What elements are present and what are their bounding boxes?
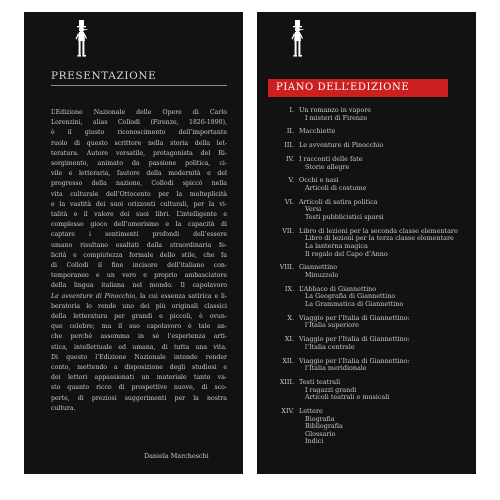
- pinocchio-silhouette-logo: [74, 20, 90, 60]
- book-title: Le avventure di Pinocchio: [51, 292, 136, 300]
- volume-number: XI.: [284, 335, 294, 344]
- volume-subtitle: Glossario: [305, 429, 336, 438]
- paragraph-line: que celebre; ma il suo capolavoro è tale an-: [51, 323, 227, 331]
- volume-titles: [299, 142, 476, 150]
- volume-number: XIV.: [281, 407, 294, 415]
- paragraph-line: temporaneo e un vero e proprio ambasciatore: [51, 272, 227, 280]
- paragraph-line: della lingua italiana nel mondo. Il capolavoro: [51, 282, 227, 290]
- paragraph-line: stica, intellettuale ed umana, di tutta una vita.: [51, 343, 227, 351]
- volume-number: IX.: [284, 284, 294, 293]
- volume-title: Viaggio per l’Italia di Giannettino:: [299, 313, 410, 322]
- volume-subtitle: l’Italia superiore: [305, 321, 359, 330]
- volume-number: XII.: [282, 356, 294, 365]
- volume-subtitle: Storie allegre: [305, 162, 350, 171]
- volume-title: Testi teatrali: [299, 378, 341, 386]
- volume-number: VIII.: [279, 263, 294, 272]
- volume-title: Libro di lezioni per la seconda classe elementare: [299, 226, 458, 235]
- volume-subtitle: La lanterna magica: [305, 241, 368, 250]
- paragraph-line: licità e compiutezza formale dello stile, che fa: [51, 251, 227, 259]
- paragraph-line: sto quanto ricco di prospettive nuove, di sco-: [51, 384, 227, 392]
- paragraph-line: beratoria lo rende uno dei più originali classici: [51, 302, 227, 310]
- volume-subtitle: Versi: [305, 205, 322, 214]
- volume-subtitle: Libro di lezioni per la terza classe elementare: [305, 234, 454, 243]
- presentation-body: [51, 108, 227, 414]
- paragraph-line: che perché assomma in sé l’esperienza arti-: [51, 333, 227, 341]
- volume-subtitle: I ragazzi grandi: [305, 385, 357, 394]
- volume-title: L’Abbaco di Giannettino: [299, 284, 377, 293]
- edition-plan-title: PIANO DELL’EDIZIONE: [268, 79, 448, 97]
- volume-subtitle: Articoli teatrali e musicali: [305, 393, 390, 402]
- paragraph-line: Di questo l’Edizione Nazionale intende render: [51, 353, 227, 361]
- paragraph-line: della letteratura per grandi e piccoli, è ovun-: [51, 313, 227, 321]
- author-signature: Daniela Marcheschi: [144, 452, 209, 460]
- volume-number: XIII.: [279, 378, 294, 386]
- volume-number: II.: [286, 127, 294, 136]
- paragraph-line: talità e il valore dei suoi libri. L’intelligente e: [51, 211, 227, 219]
- paragraph-line: umano risultano esaltati dalla straordinaria fe-: [51, 241, 227, 249]
- volume-titles: [299, 358, 476, 373]
- volume-subtitle: Indici: [305, 437, 324, 446]
- volume-subtitle: Articoli di costume: [305, 183, 367, 192]
- volume-titles: [299, 228, 476, 258]
- volume-subtitle: I misteri di Firenze: [305, 113, 368, 122]
- volume-titles: [299, 128, 476, 136]
- paragraph-line: teratura. Autore versatile, protagonista del Ri-: [51, 149, 227, 157]
- paragraph-line: L’Edizione Nazionale delle Opere di Carlo: [51, 109, 227, 116]
- volume-titles: [299, 315, 476, 330]
- edition-plan-panel: [257, 12, 476, 474]
- paragraph-line: dei lettori appassionati un materiale tanto va-: [51, 374, 227, 382]
- paragraph-line: e la vastità dei suoi orizzonti culturali, per la vi-: [51, 200, 227, 208]
- paragraph-line: di Collodi il fine incisore dell’italiano con-: [51, 262, 227, 270]
- paragraph-line: sorgimento, animato da passione politica, ci-: [51, 160, 227, 168]
- paragraph-line: Lorenzini, alias Collodi (Firenze, 1826-1890),: [51, 119, 227, 127]
- volume-titles: [299, 199, 476, 222]
- volume-subtitle: Bibliografia: [305, 422, 343, 431]
- volume-number: VI.: [284, 197, 294, 206]
- volume-titles: [299, 336, 476, 351]
- volume-title: Viaggio per l’Italia di Giannettino:: [299, 356, 410, 365]
- volume-number: V.: [288, 176, 294, 185]
- paragraph-line: conto, mettendo a disposizione degli studiosi e: [51, 364, 227, 372]
- volume-titles: [299, 264, 476, 279]
- pinocchio-silhouette-logo: [290, 20, 306, 60]
- volume-subtitle: Biografia: [305, 414, 335, 423]
- volume-titles: [299, 408, 476, 446]
- volume-subtitle: l’Italia centrale: [305, 342, 355, 351]
- volume-number: III.: [284, 141, 294, 150]
- volume-titles: [299, 107, 476, 122]
- presentation-panel: [24, 12, 243, 474]
- volume-title: Articoli di satira politica: [299, 197, 378, 206]
- paragraph-line: vile e letteraria, fautore della modernità e del: [51, 170, 227, 178]
- paragraph-line: cultura.: [51, 404, 76, 412]
- volume-subtitle: l’Italia meridionale: [305, 364, 367, 373]
- volume-number: VII.: [282, 226, 294, 235]
- volume-title: I racconti delle fate: [299, 155, 363, 163]
- paragraph-line: complesso gioco dell’umorismo e la capacità di: [51, 221, 227, 229]
- volume-title: Le avventure di Pinocchio: [299, 141, 384, 150]
- volume-titles: [299, 177, 476, 192]
- volume-title: Un romanzo in vapore: [299, 106, 372, 114]
- paragraph-line: vita culturale dell’Ottocento per la molteplicità: [51, 190, 227, 198]
- title-divider: [51, 85, 227, 86]
- volume-subtitle: Testi pubblicistici sparsi: [305, 212, 384, 221]
- volume-subtitle: La Geografia di Giannettino: [305, 292, 396, 301]
- volume-titles: [299, 286, 476, 309]
- paragraph-line: Le avventure di Pinocchio, la cui essenza satirica e li-: [51, 292, 227, 300]
- volume-title: Lettere: [299, 407, 323, 415]
- volume-number: I.: [289, 106, 294, 114]
- volume-subtitle: Il regalo del Capo d’Anno: [305, 249, 388, 258]
- volume-subtitle: Minuzzolo: [305, 270, 339, 279]
- volume-title: Occhi e nasi: [299, 176, 339, 185]
- presentation-title: PRESENTAZIONE: [51, 70, 157, 82]
- volume-number: X.: [287, 313, 294, 322]
- paragraph-line: captare i sentimenti profondi dell’essere: [51, 231, 227, 239]
- volume-title: Macchiette: [299, 127, 336, 136]
- volume-subtitle: La Grammatica di Giannettino: [305, 299, 404, 308]
- paragraph-line: progresso della nazione, Collodi spiccò nella: [51, 180, 227, 188]
- paragraph-line: è il giusto riconoscimento dell’importante: [51, 129, 227, 137]
- volume-number: IV.: [285, 155, 294, 163]
- volume-titles: [299, 156, 476, 171]
- volume-title: Viaggio per l’Italia di Giannettino:: [299, 335, 410, 344]
- volume-titles: [299, 379, 476, 402]
- paragraph-line: ruolo di questo scrittore nella storia della let-: [51, 139, 227, 147]
- paragraph-line: perte, di preziosi suggerimenti per la nostra: [51, 394, 227, 402]
- volume-title: Giannettino: [299, 263, 338, 272]
